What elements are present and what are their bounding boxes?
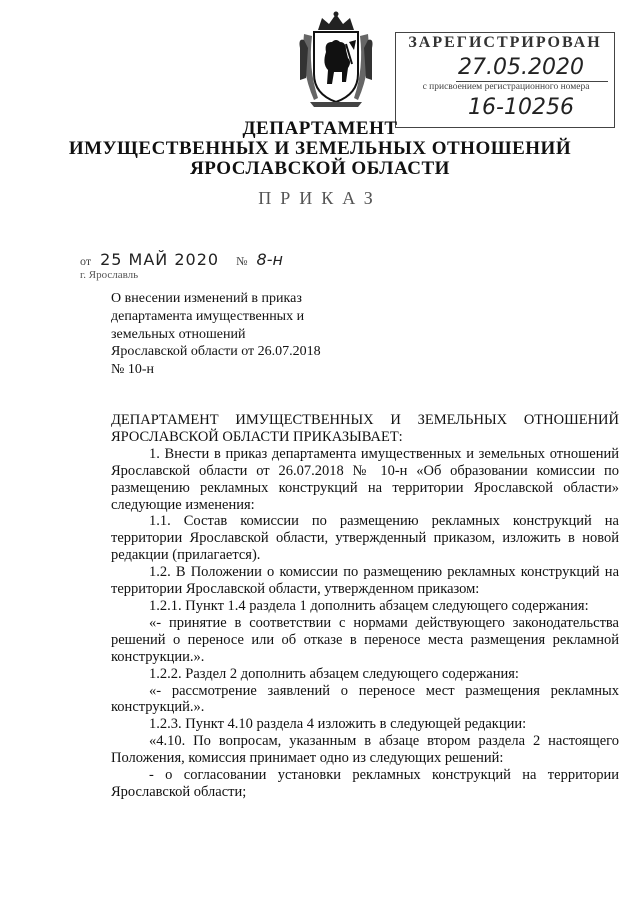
order-subject <box>111 290 391 379</box>
subject-line: земельных отношений <box>111 326 246 342</box>
body-paragraph: - о согласовании установки рекламных конструкций на территории Ярославской области; <box>111 767 619 800</box>
number-prefix: № <box>236 254 248 268</box>
body-paragraph: 1. Внести в приказ департамента имущественных и земельных отношений Ярославской области от 26.07.2018 № 10-н «Об образовании комиссии по размещению рекламных конструкций на территории Ярославской области» следующие изменения: <box>111 445 619 513</box>
order-number: 8-н <box>256 250 283 269</box>
body-paragraph: 1.2.3. Пункт 4.10 раздела 4 изложить в следующей редакции: <box>149 716 527 733</box>
body-paragraph: «4.10. По вопросам, указанным в абзаце втором раздела 2 настоящего Положения, комиссия принимает одно из следующих решений: <box>111 733 619 767</box>
subject-line: О внесении изменений в приказ <box>111 291 302 306</box>
document-type-title: ПРИКАЗ <box>258 188 382 208</box>
order-body <box>111 412 619 801</box>
subject-line: департамента имущественных и <box>111 308 305 324</box>
subject-line: № 10-н <box>111 362 155 378</box>
order-city: г. Ярославль <box>80 269 139 281</box>
body-paragraph: 1.2. В Положении о комиссии по размещению рекламных конструкций на территории Ярославской области, утвержденном приказом: <box>111 564 619 598</box>
registration-stamp <box>395 32 615 128</box>
department-title-line1: ДЕПАРТАМЕНТ <box>242 118 398 139</box>
stamp-note: с присвоением регистрационного номера <box>422 82 590 92</box>
stamp-registration-number: 16-10256 <box>468 95 574 120</box>
body-paragraph: 1.1. Состав комиссии по размещению рекламных конструкций на территории Ярославской области, утвержденный приказом, изложить в новой редакции (прилагается). <box>111 513 619 564</box>
stamp-title: ЗАРЕГИСТРИРОВАН <box>408 34 602 51</box>
department-title-line2: ИМУЩЕСТВЕННЫХ И ЗЕМЕЛЬНЫХ ОТНОШЕНИЙ <box>68 138 572 159</box>
subject-line: Ярославской области от 26.07.2018 <box>111 344 321 360</box>
body-paragraph: «- рассмотрение заявлений о переносе мест размещения рекламных конструкций.». <box>111 682 619 716</box>
body-paragraph: 1.2.1. Пункт 1.4 раздела 1 дополнить абзацем следующего содержания: <box>149 597 589 614</box>
stamp-date: 27.05.2020 <box>458 55 584 80</box>
order-date: 25 МАЙ 2020 <box>100 250 220 269</box>
coat-of-arms-emblem <box>296 8 376 108</box>
department-title-line3: ЯРОСЛАВСКОЙ ОБЛАСТИ <box>190 158 450 179</box>
order-body-heading: ДЕПАРТАМЕНТ ИМУЩЕСТВЕННЫХ И ЗЕМЕЛЬНЫХ ОТНОШЕНИЙ ЯРОСЛАВСКОЙ ОБЛАСТИ ПРИКАЗЫВАЕТ: <box>111 412 619 445</box>
date-prefix: от <box>80 254 92 268</box>
order-date-number-line <box>80 250 283 269</box>
body-paragraph: «- принятие в соответствии с нормами действующего законодательства решений о переносе или об отказе в переносе места размещения рекламной конструкции.». <box>111 614 619 665</box>
body-paragraph: 1.2.2. Раздел 2 дополнить абзацем следующего содержания: <box>149 665 519 682</box>
